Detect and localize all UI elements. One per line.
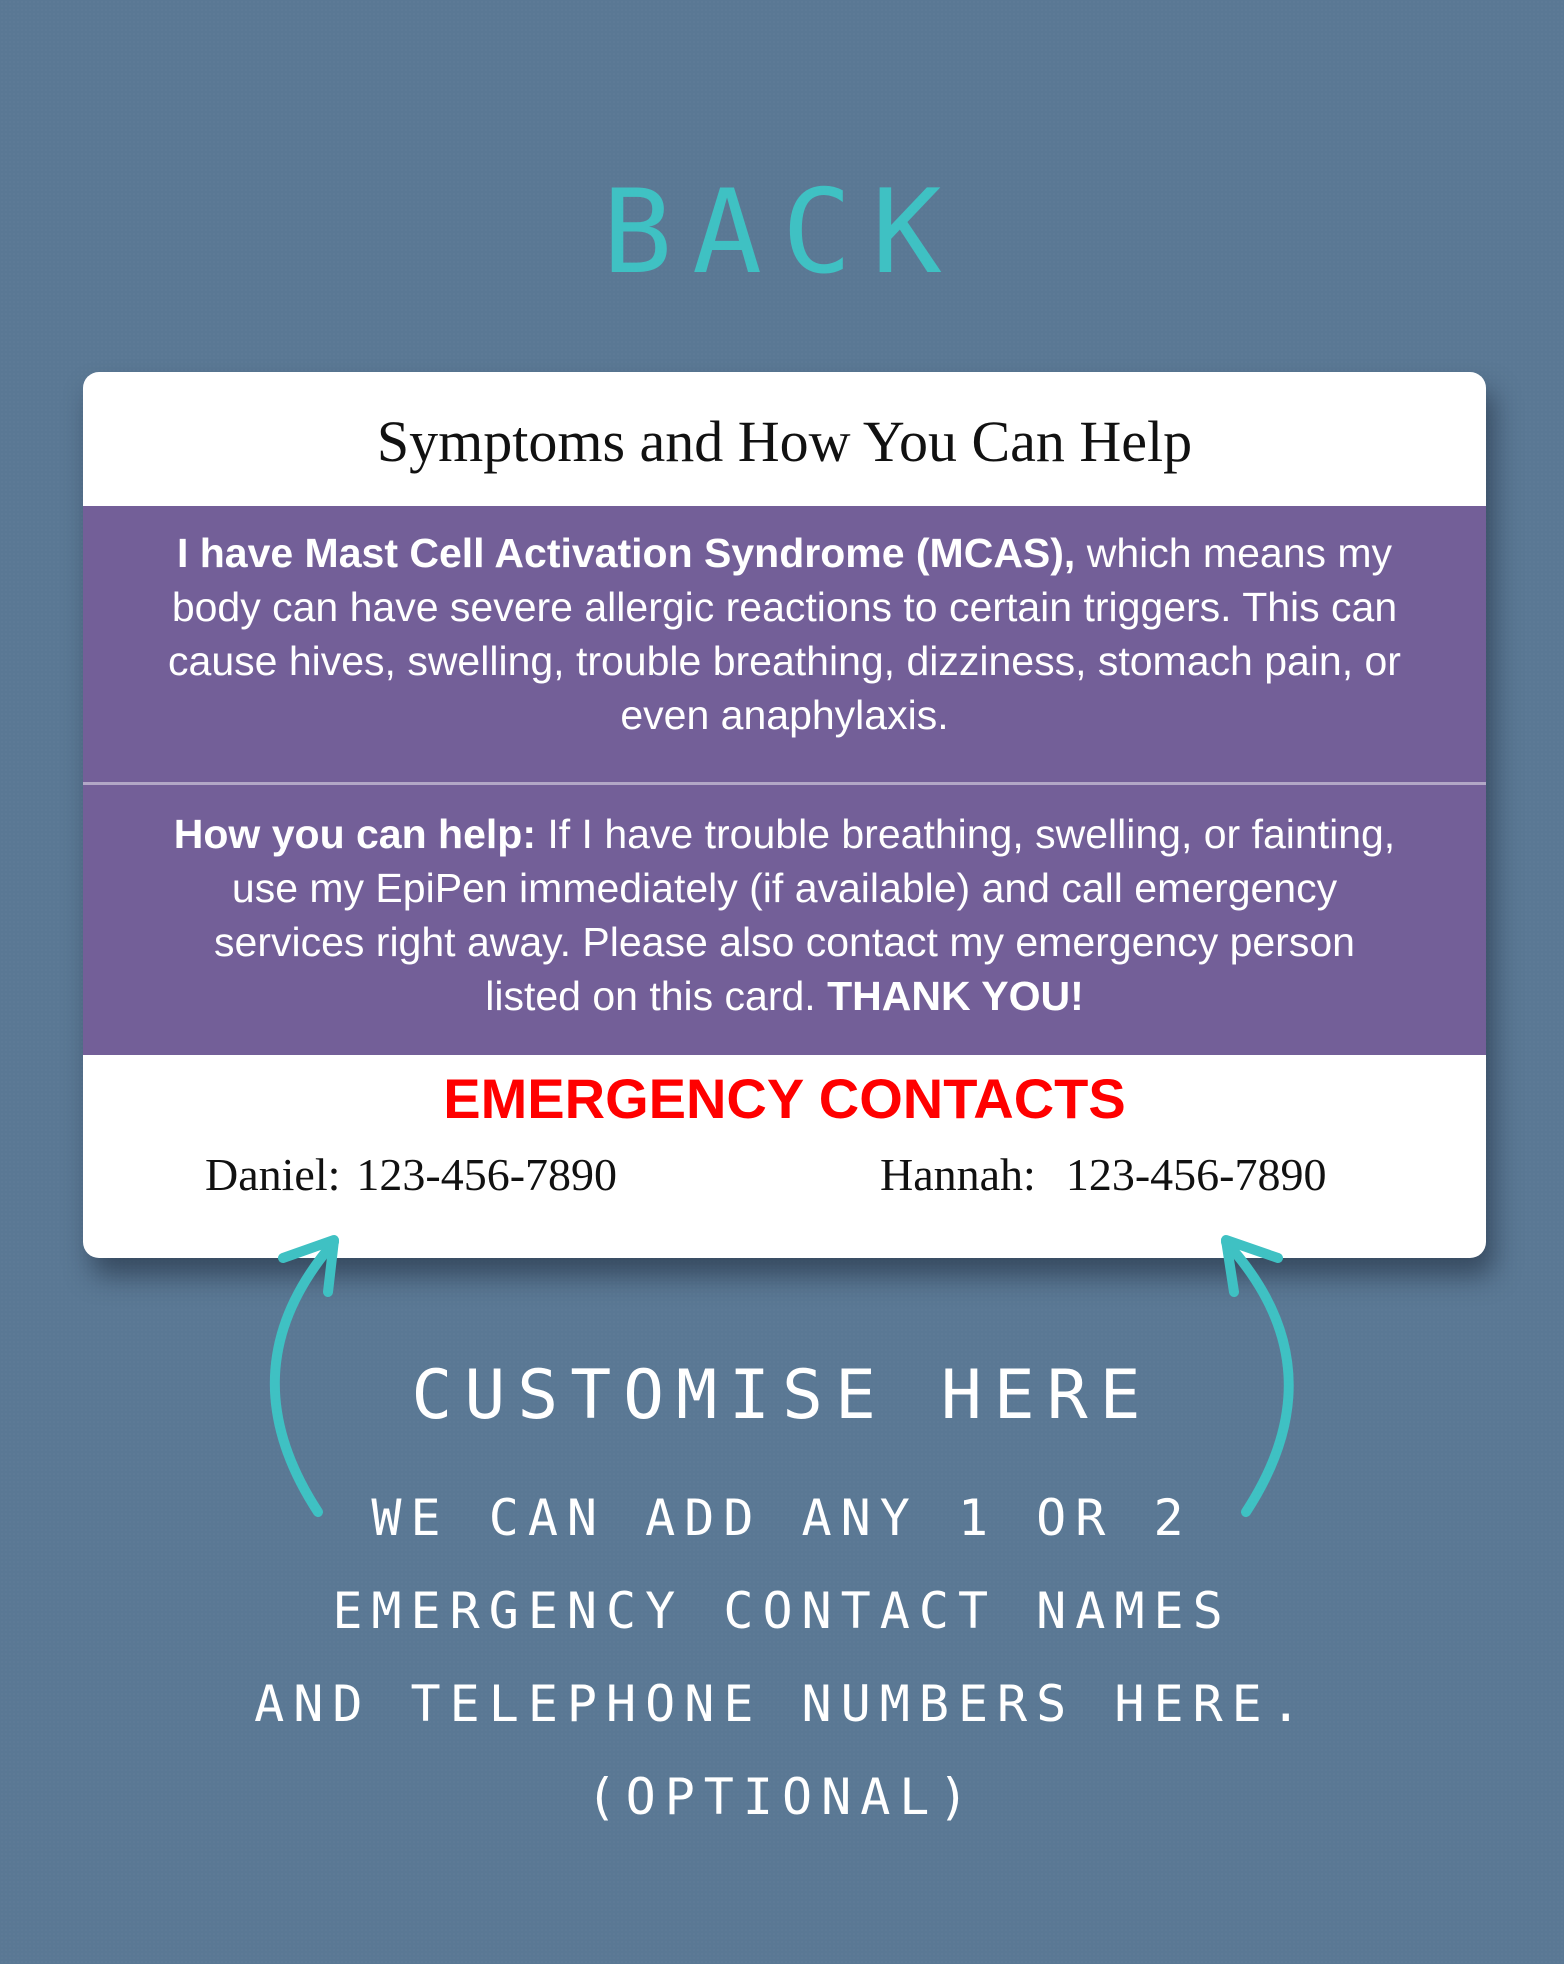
contact-phone: 123-456-7890: [1065, 1149, 1327, 1200]
customise-heading: CUSTOMISE HERE: [411, 1356, 1153, 1435]
help-thanks: THANK YOU!: [827, 973, 1084, 1019]
condition-text: which means my body can have severe allergic reactions to certain triggers. This can cause hives, swelling, trouble breathing, dizziness, stomach pain, or even anaphylaxis.: [168, 530, 1401, 738]
customise-line: AND TELEPHONE NUMBERS HERE.: [254, 1675, 1310, 1733]
customise-line: EMERGENCY CONTACT NAMES: [332, 1582, 1232, 1640]
side-heading: BACK: [602, 165, 962, 300]
card-title: Symptoms and How You Can Help: [376, 409, 1193, 474]
contact-name: Daniel:: [205, 1149, 341, 1200]
customise-description: [0, 1472, 1564, 1844]
help-lead: How you can help:: [173, 811, 536, 857]
help-text: If I have trouble breathing, swelling, or fainting, use my EpiPen immediately (if available) and call emergency services right away. Please also contact my emergency person listed on this card.: [214, 811, 1396, 1019]
contact-name: Hannah:: [880, 1149, 1036, 1200]
contact-phone: 123-456-7890: [356, 1149, 618, 1200]
customise-line: (OPTIONAL): [586, 1768, 978, 1826]
customise-line: WE CAN ADD ANY 1 OR 2: [371, 1489, 1193, 1547]
emergency-contacts-heading: EMERGENCY CONTACTS: [443, 1067, 1126, 1130]
condition-lead: I have Mast Cell Activation Syndrome (MCAS),: [176, 530, 1076, 576]
